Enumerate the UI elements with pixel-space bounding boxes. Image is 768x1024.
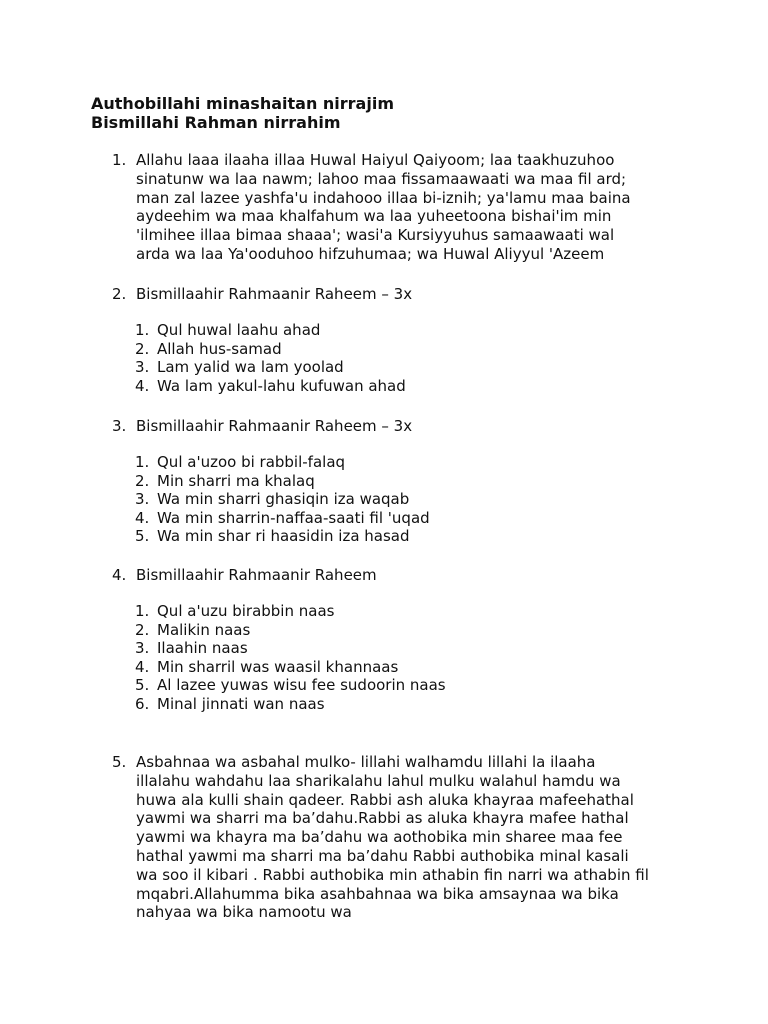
sublist-item-number: 2. xyxy=(135,620,150,639)
sublist-item xyxy=(135,453,615,472)
list-item-number: 4. xyxy=(112,566,127,584)
list-item-text: Allahu laaa ilaaha illaa Huwal Haiyul Qaiyoom; laa taakhuzuhoo sinatunw wa laa nawm; lahoo maa fissamaawaati wa maa fil ard; man zal lazee yashfa'u indahooo illaa bi-iznih; ya'lamu maa baina aydeehim wa maa khalfahum wa laa yuheetoona bishai'im min 'ilmihee illaa bimaa shaaa'; wasi'a Kursiyyuhus samaawaati wal arda wa laa Ya'ooduhoo hifzuhumaa; wa Huwal Aliyyul 'Azeem xyxy=(136,151,631,263)
sublist-item-text: Wa min sharrin-naffaa-saati fil 'uqad xyxy=(157,508,430,527)
sublist-item-text: Al lazee yuwas wisu fee sudoorin naas xyxy=(157,676,446,695)
sublist-item xyxy=(135,509,615,528)
sublist-item-text: Lam yalid wa lam yoolad xyxy=(157,358,344,377)
sublist-item-text: Min sharri ma khalaq xyxy=(157,471,315,490)
list-item-number: 3. xyxy=(112,417,127,435)
sublist-item-text: Malikin naas xyxy=(157,620,251,639)
sublist-item xyxy=(135,658,615,677)
list-item-number: 5. xyxy=(112,753,127,771)
list-item-text: Bismillaahir Rahmaanir Raheem xyxy=(136,566,377,584)
sublist-item xyxy=(135,676,615,695)
sublist-item-text: Qul a'uzu birabbin naas xyxy=(157,602,335,620)
sublist-item-text: Minal jinnati wan naas xyxy=(157,694,325,713)
list-item-text: Asbahnaa wa asbahal mulko- lillahi walhamdu lillahi la ilaaha illalahu wahdahu laa sharikalahu lahul mulku walahul hamdu wa huwa ala kulli shain qadeer. Rabbi ash aluka khayraa mafeehathal yawmi wa sharri ma ba’dahu.Rabbi as aluka khayra mafee hathal yawmi wa khayra ma ba’dahu wa aothobika min sharee maa fee hathal yawmi ma sharri ma ba’dahu Rabbi authobika minal kasali wa soo il kibari . Rabbi authobika min athabin fin narri wa athabin fil mqabri.Allahumma bika asahbahnaa wa bika amsaynaa wa bika nahyaa wa bika namootu wa xyxy=(136,753,649,922)
sublist-surah-falaq xyxy=(135,453,615,546)
sublist-item-text: Min sharril was waasil khannaas xyxy=(157,657,399,676)
sublist-item-number: 1. xyxy=(135,602,150,620)
list-item-number: 1. xyxy=(112,151,127,169)
sublist-item-number: 4. xyxy=(135,657,150,676)
sublist-item-number: 3. xyxy=(135,639,150,658)
sublist-item-number: 4. xyxy=(135,508,150,527)
sublist-item-text: Qul huwal laahu ahad xyxy=(157,321,321,339)
sublist-item-number: 6. xyxy=(135,694,150,713)
sublist-item xyxy=(135,377,615,396)
heading-line-2: Bismillahi Rahman nirrahim xyxy=(91,113,341,132)
sublist-item-number: 5. xyxy=(135,676,150,695)
sublist-item xyxy=(135,321,615,340)
sublist-item xyxy=(135,490,615,509)
sublist-item xyxy=(135,695,615,714)
sublist-item-text: Wa min shar ri haasidin iza hasad xyxy=(157,527,410,546)
sublist-item-text: Qul a'uzoo bi rabbil-falaq xyxy=(157,453,346,471)
sublist-item-text: Wa lam yakul-lahu kufuwan ahad xyxy=(157,376,406,395)
list-item-4 xyxy=(112,566,652,585)
sublist-item xyxy=(135,602,615,621)
sublist-item xyxy=(135,621,615,640)
sublist-item xyxy=(135,340,615,359)
sublist-item xyxy=(135,472,615,491)
sublist-item-number: 5. xyxy=(135,527,150,546)
heading-line-1: Authobillahi minashaitan nirrajim xyxy=(91,94,394,113)
sublist-item-number: 3. xyxy=(135,490,150,509)
list-item-5 xyxy=(112,753,652,922)
list-item-text: Bismillaahir Rahmaanir Raheem – 3x xyxy=(136,285,413,303)
list-item-number: 2. xyxy=(112,285,127,303)
sublist-item-number: 2. xyxy=(135,471,150,490)
sublist-surah-ikhlas xyxy=(135,321,615,395)
sublist-item-text: Ilaahin naas xyxy=(157,639,248,658)
sublist-item-text: Wa min sharri ghasiqin iza waqab xyxy=(157,490,410,509)
sublist-item xyxy=(135,639,615,658)
list-item-1 xyxy=(112,151,652,264)
list-item-text: Bismillaahir Rahmaanir Raheem – 3x xyxy=(136,417,413,435)
list-item-2 xyxy=(112,285,652,304)
sublist-item-number: 1. xyxy=(135,321,150,339)
list-item-3 xyxy=(112,417,652,436)
sublist-surah-naas xyxy=(135,602,615,714)
sublist-item-number: 3. xyxy=(135,358,150,377)
sublist-item-number: 2. xyxy=(135,339,150,358)
sublist-item xyxy=(135,358,615,377)
sublist-item-number: 1. xyxy=(135,453,150,471)
sublist-item-text: Allah hus-samad xyxy=(157,339,282,358)
sublist-item xyxy=(135,527,615,546)
sublist-item-number: 4. xyxy=(135,376,150,395)
